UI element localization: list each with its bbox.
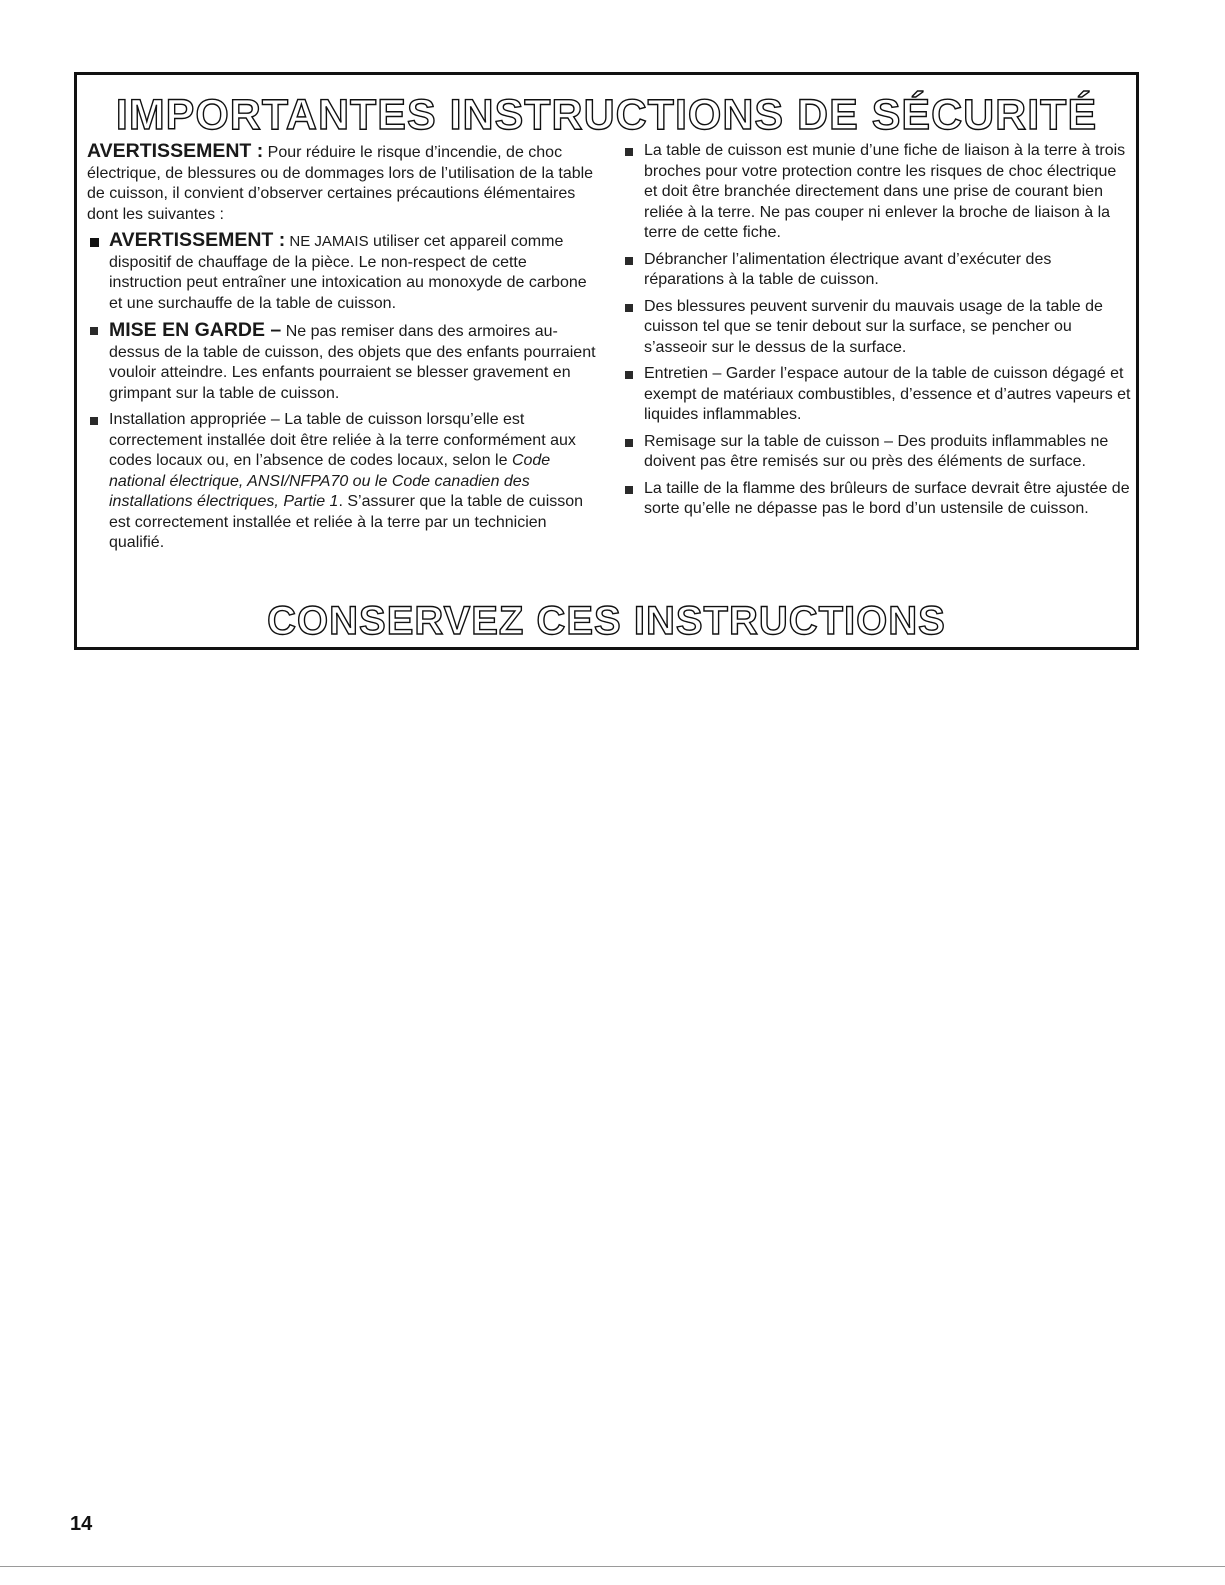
warning-label: AVERTISSEMENT : bbox=[109, 229, 286, 251]
right-column bbox=[622, 141, 1132, 526]
list-item bbox=[622, 250, 1132, 291]
left-column bbox=[87, 141, 599, 560]
square-bullet-icon bbox=[625, 304, 633, 312]
square-bullet-icon bbox=[625, 439, 633, 447]
list-item bbox=[622, 364, 1132, 426]
list-item bbox=[622, 297, 1132, 359]
item-text: Remisage sur la table de cuisson – Des produits inflammables ne doivent pas être remisés sur ou près des éléments de surface. bbox=[644, 432, 1109, 470]
list-item bbox=[622, 141, 1132, 244]
save-instructions-footer: CONSERVEZ CES INSTRUCTIONS bbox=[267, 599, 946, 643]
list-item bbox=[87, 320, 599, 404]
left-instruction-list bbox=[87, 230, 599, 554]
intro-text: Pour réduire le risque d’incendie, de choc électrique, de blessures ou de dommages lors de l’utilisation de la table de cuisson, il convient d’observer certaines précautions élémentaires dont les suivantes : bbox=[87, 144, 594, 223]
list-item bbox=[622, 432, 1132, 473]
page-bottom-divider bbox=[0, 1566, 1225, 1567]
list-item bbox=[87, 230, 599, 314]
item-text: Installation appropriée – La table de cuisson lorsqu’elle est correctement installée doit être reliée à la terre conformément aux codes locaux ou, en l’absence de codes locaux, selon le bbox=[109, 411, 576, 469]
item-text: Débrancher l’alimentation électrique avant d’exécuter des réparations à la table de cuisson. bbox=[644, 250, 1052, 288]
never-label: NE JAMAIS bbox=[285, 233, 369, 250]
item-text: Des blessures peuvent survenir du mauvais usage de la table de cuisson tel que se tenir debout sur la surface, se pencher ou s’asseoir sur le dessus de la surface. bbox=[644, 297, 1103, 356]
item-text: utiliser cet appareil comme dispositif de chauffage de la pièce. Le non-respect de cette instruction peut entraîner une intoxication au monoxyde de carbone et une surchauffe de la table de cuisson. bbox=[109, 233, 587, 312]
square-bullet-icon bbox=[625, 257, 633, 265]
safety-instructions-box bbox=[74, 72, 1139, 650]
caution-label: MISE EN GARDE – bbox=[109, 319, 282, 341]
item-text: La taille de la flamme des brûleurs de surface devrait être ajustée de sorte qu’elle ne dépasse pas le bord d’un ustensile de cuisson. bbox=[644, 479, 1130, 517]
intro-paragraph bbox=[87, 141, 599, 225]
item-text-end: . S’assurer que la table de cuisson est correctement installée et reliée à la terre par un technicien qualifié. bbox=[109, 493, 584, 551]
square-bullet-icon bbox=[625, 148, 633, 156]
item-text: Entretien – Garder l’espace autour de la table de cuisson dégagé et exempt de matériaux combustibles, d’essence et d’autres vapeurs et liquides inflammables. bbox=[644, 365, 1131, 423]
list-item bbox=[87, 410, 599, 554]
square-bullet-icon bbox=[625, 486, 633, 494]
list-item bbox=[622, 479, 1132, 520]
square-bullet-icon bbox=[90, 417, 98, 425]
item-text: La table de cuisson est munie d’une fiche de liaison à la terre à trois broches pour votre protection contre les risques de choc électrique et doit être branchée directement dans une prise de courant bien reliée à la terre. Ne pas couper ni enlever la broche de liaison à la terre de cette fiche. bbox=[644, 142, 1126, 241]
square-bullet-icon bbox=[90, 327, 98, 335]
safety-title: IMPORTANTES INSTRUCTIONS DE SÉCURITÉ bbox=[115, 91, 1098, 139]
square-bullet-icon bbox=[625, 371, 633, 379]
page-number: 14 bbox=[70, 1513, 93, 1535]
right-instruction-list bbox=[622, 141, 1132, 520]
item-text: Ne pas remiser dans des armoires au-dessus de la table de cuisson, des objets que des enfants pourraient vouloir atteindre. Les enfants pourraient se blesser gravement en grimpant sur la table de cuisson. bbox=[109, 323, 596, 402]
square-bullet-icon bbox=[90, 238, 99, 247]
code-reference: Code national électrique, ANSI/NFPA70 ou le Code canadien des installations électriques, Partie 1 bbox=[109, 452, 551, 510]
intro-warning-label: AVERTISSEMENT : bbox=[87, 140, 264, 162]
